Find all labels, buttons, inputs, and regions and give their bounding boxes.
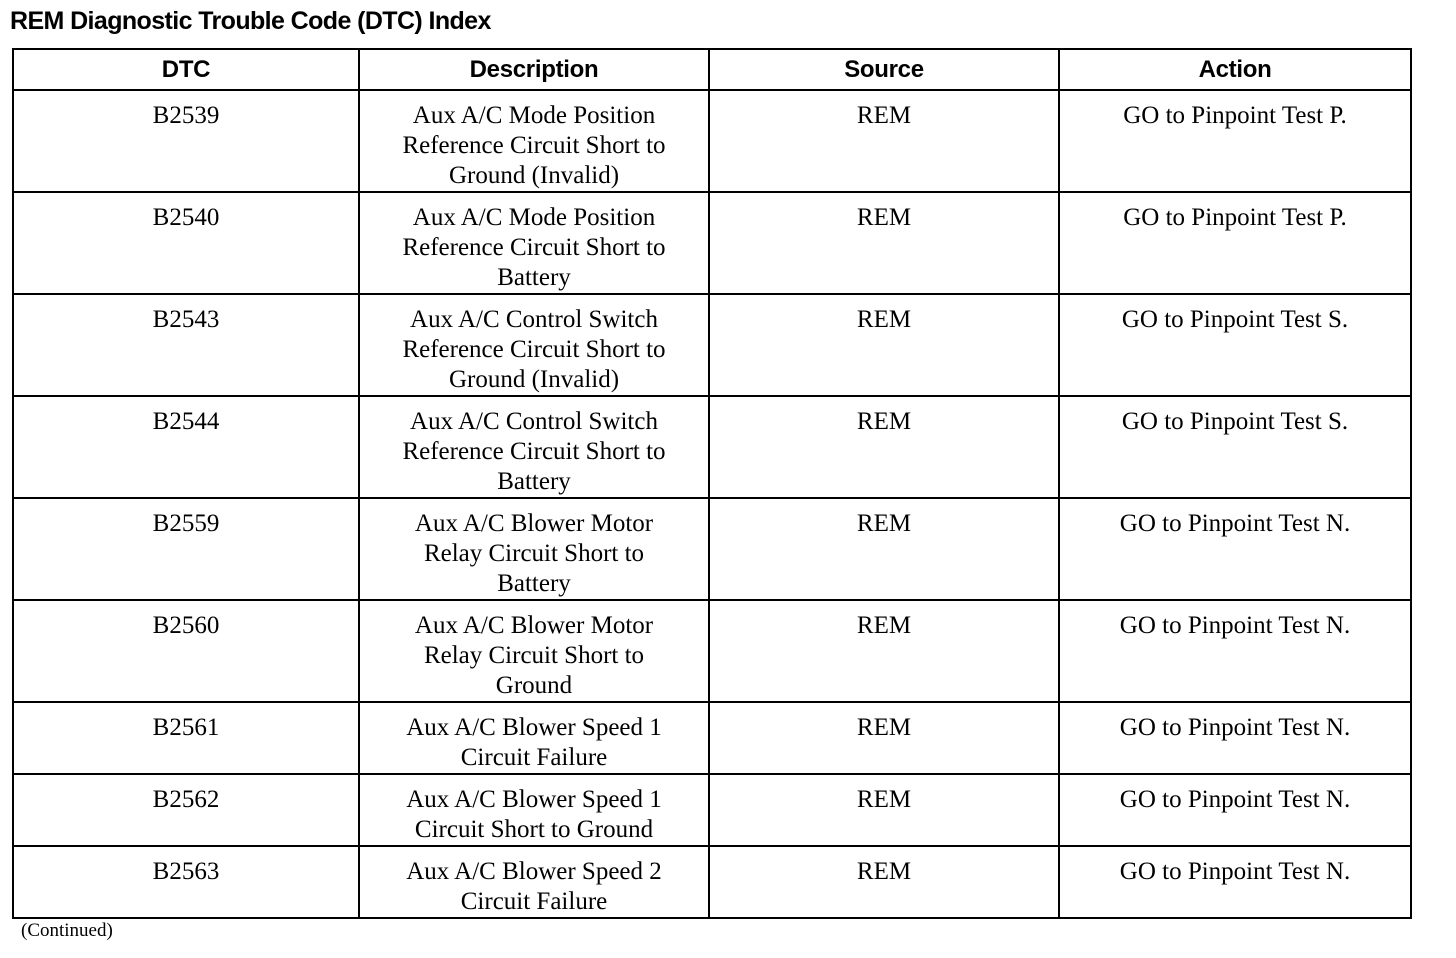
table-row xyxy=(13,498,1411,600)
description-line: Reference Circuit Short to xyxy=(402,234,666,261)
description-cell xyxy=(359,294,709,396)
description-line: Relay Circuit Short to xyxy=(423,540,645,567)
source-cell: REM xyxy=(709,498,1059,600)
description-line: Circuit Short to Ground xyxy=(414,816,654,843)
source-cell: REM xyxy=(709,192,1059,294)
description-line: Aux A/C Blower Speed 1 xyxy=(406,714,662,741)
dtc-code-cell: B2562 xyxy=(13,774,359,846)
description-line: Aux A/C Mode Position xyxy=(412,204,656,231)
table-row xyxy=(13,396,1411,498)
action-cell: GO to Pinpoint Test N. xyxy=(1059,600,1411,702)
source-cell: REM xyxy=(709,600,1059,702)
action-cell: GO to Pinpoint Test N. xyxy=(1059,774,1411,846)
dtc-code-cell: B2539 xyxy=(13,90,359,192)
action-cell: GO to Pinpoint Test P. xyxy=(1059,90,1411,192)
description-line: Ground xyxy=(495,672,573,699)
description-line: Ground (Invalid) xyxy=(448,366,620,393)
dtc-code-cell: B2560 xyxy=(13,600,359,702)
description-line: Aux A/C Control Switch xyxy=(410,306,658,333)
description-line: Reference Circuit Short to xyxy=(402,336,666,363)
dtc-code-cell: B2544 xyxy=(13,396,359,498)
column-header-dtc: DTC xyxy=(13,49,359,90)
description-line: Aux A/C Control Switch xyxy=(410,408,658,435)
source-cell: REM xyxy=(709,294,1059,396)
description-cell xyxy=(359,396,709,498)
description-cell xyxy=(359,90,709,192)
action-cell: GO to Pinpoint Test S. xyxy=(1059,396,1411,498)
page-title: REM Diagnostic Trouble Code (DTC) Index xyxy=(10,7,491,35)
table-row xyxy=(13,192,1411,294)
source-cell: REM xyxy=(709,846,1059,918)
description-line: Reference Circuit Short to xyxy=(402,132,666,159)
source-cell: REM xyxy=(709,774,1059,846)
description-line: Aux A/C Blower Speed 2 xyxy=(406,858,662,885)
column-header-source: Source xyxy=(709,49,1059,90)
column-header-description: Description xyxy=(359,49,709,90)
description-line: Relay Circuit Short to xyxy=(423,642,645,669)
description-cell xyxy=(359,774,709,846)
action-cell: GO to Pinpoint Test S. xyxy=(1059,294,1411,396)
action-cell: GO to Pinpoint Test P. xyxy=(1059,192,1411,294)
description-line: Battery xyxy=(497,570,571,597)
action-cell: GO to Pinpoint Test N. xyxy=(1059,846,1411,918)
dtc-index-table xyxy=(12,48,1412,919)
table-header-row xyxy=(13,49,1411,90)
dtc-code-cell: B2561 xyxy=(13,702,359,774)
table-row xyxy=(13,90,1411,192)
dtc-code-cell: B2563 xyxy=(13,846,359,918)
table-row xyxy=(13,846,1411,918)
description-cell xyxy=(359,498,709,600)
table-row xyxy=(13,774,1411,846)
description-line: Aux A/C Blower Speed 1 xyxy=(406,786,662,813)
dtc-code-cell: B2559 xyxy=(13,498,359,600)
description-cell xyxy=(359,846,709,918)
description-line: Reference Circuit Short to xyxy=(402,438,666,465)
description-cell xyxy=(359,702,709,774)
description-line: Circuit Failure xyxy=(460,744,608,771)
continued-note: (Continued) xyxy=(21,920,113,941)
description-cell xyxy=(359,192,709,294)
description-cell xyxy=(359,600,709,702)
table-row xyxy=(13,294,1411,396)
source-cell: REM xyxy=(709,702,1059,774)
action-cell: GO to Pinpoint Test N. xyxy=(1059,498,1411,600)
description-line: Aux A/C Mode Position xyxy=(412,102,656,129)
dtc-code-cell: B2543 xyxy=(13,294,359,396)
dtc-code-cell: B2540 xyxy=(13,192,359,294)
table-row xyxy=(13,702,1411,774)
table-row xyxy=(13,600,1411,702)
source-cell: REM xyxy=(709,90,1059,192)
description-line: Aux A/C Blower Motor xyxy=(414,612,654,639)
source-cell: REM xyxy=(709,396,1059,498)
description-line: Ground (Invalid) xyxy=(448,162,620,189)
description-line: Aux A/C Blower Motor xyxy=(414,510,654,537)
description-line: Circuit Failure xyxy=(460,888,608,915)
column-header-action: Action xyxy=(1059,49,1411,90)
description-line: Battery xyxy=(497,264,571,291)
action-cell: GO to Pinpoint Test N. xyxy=(1059,702,1411,774)
description-line: Battery xyxy=(497,468,571,495)
